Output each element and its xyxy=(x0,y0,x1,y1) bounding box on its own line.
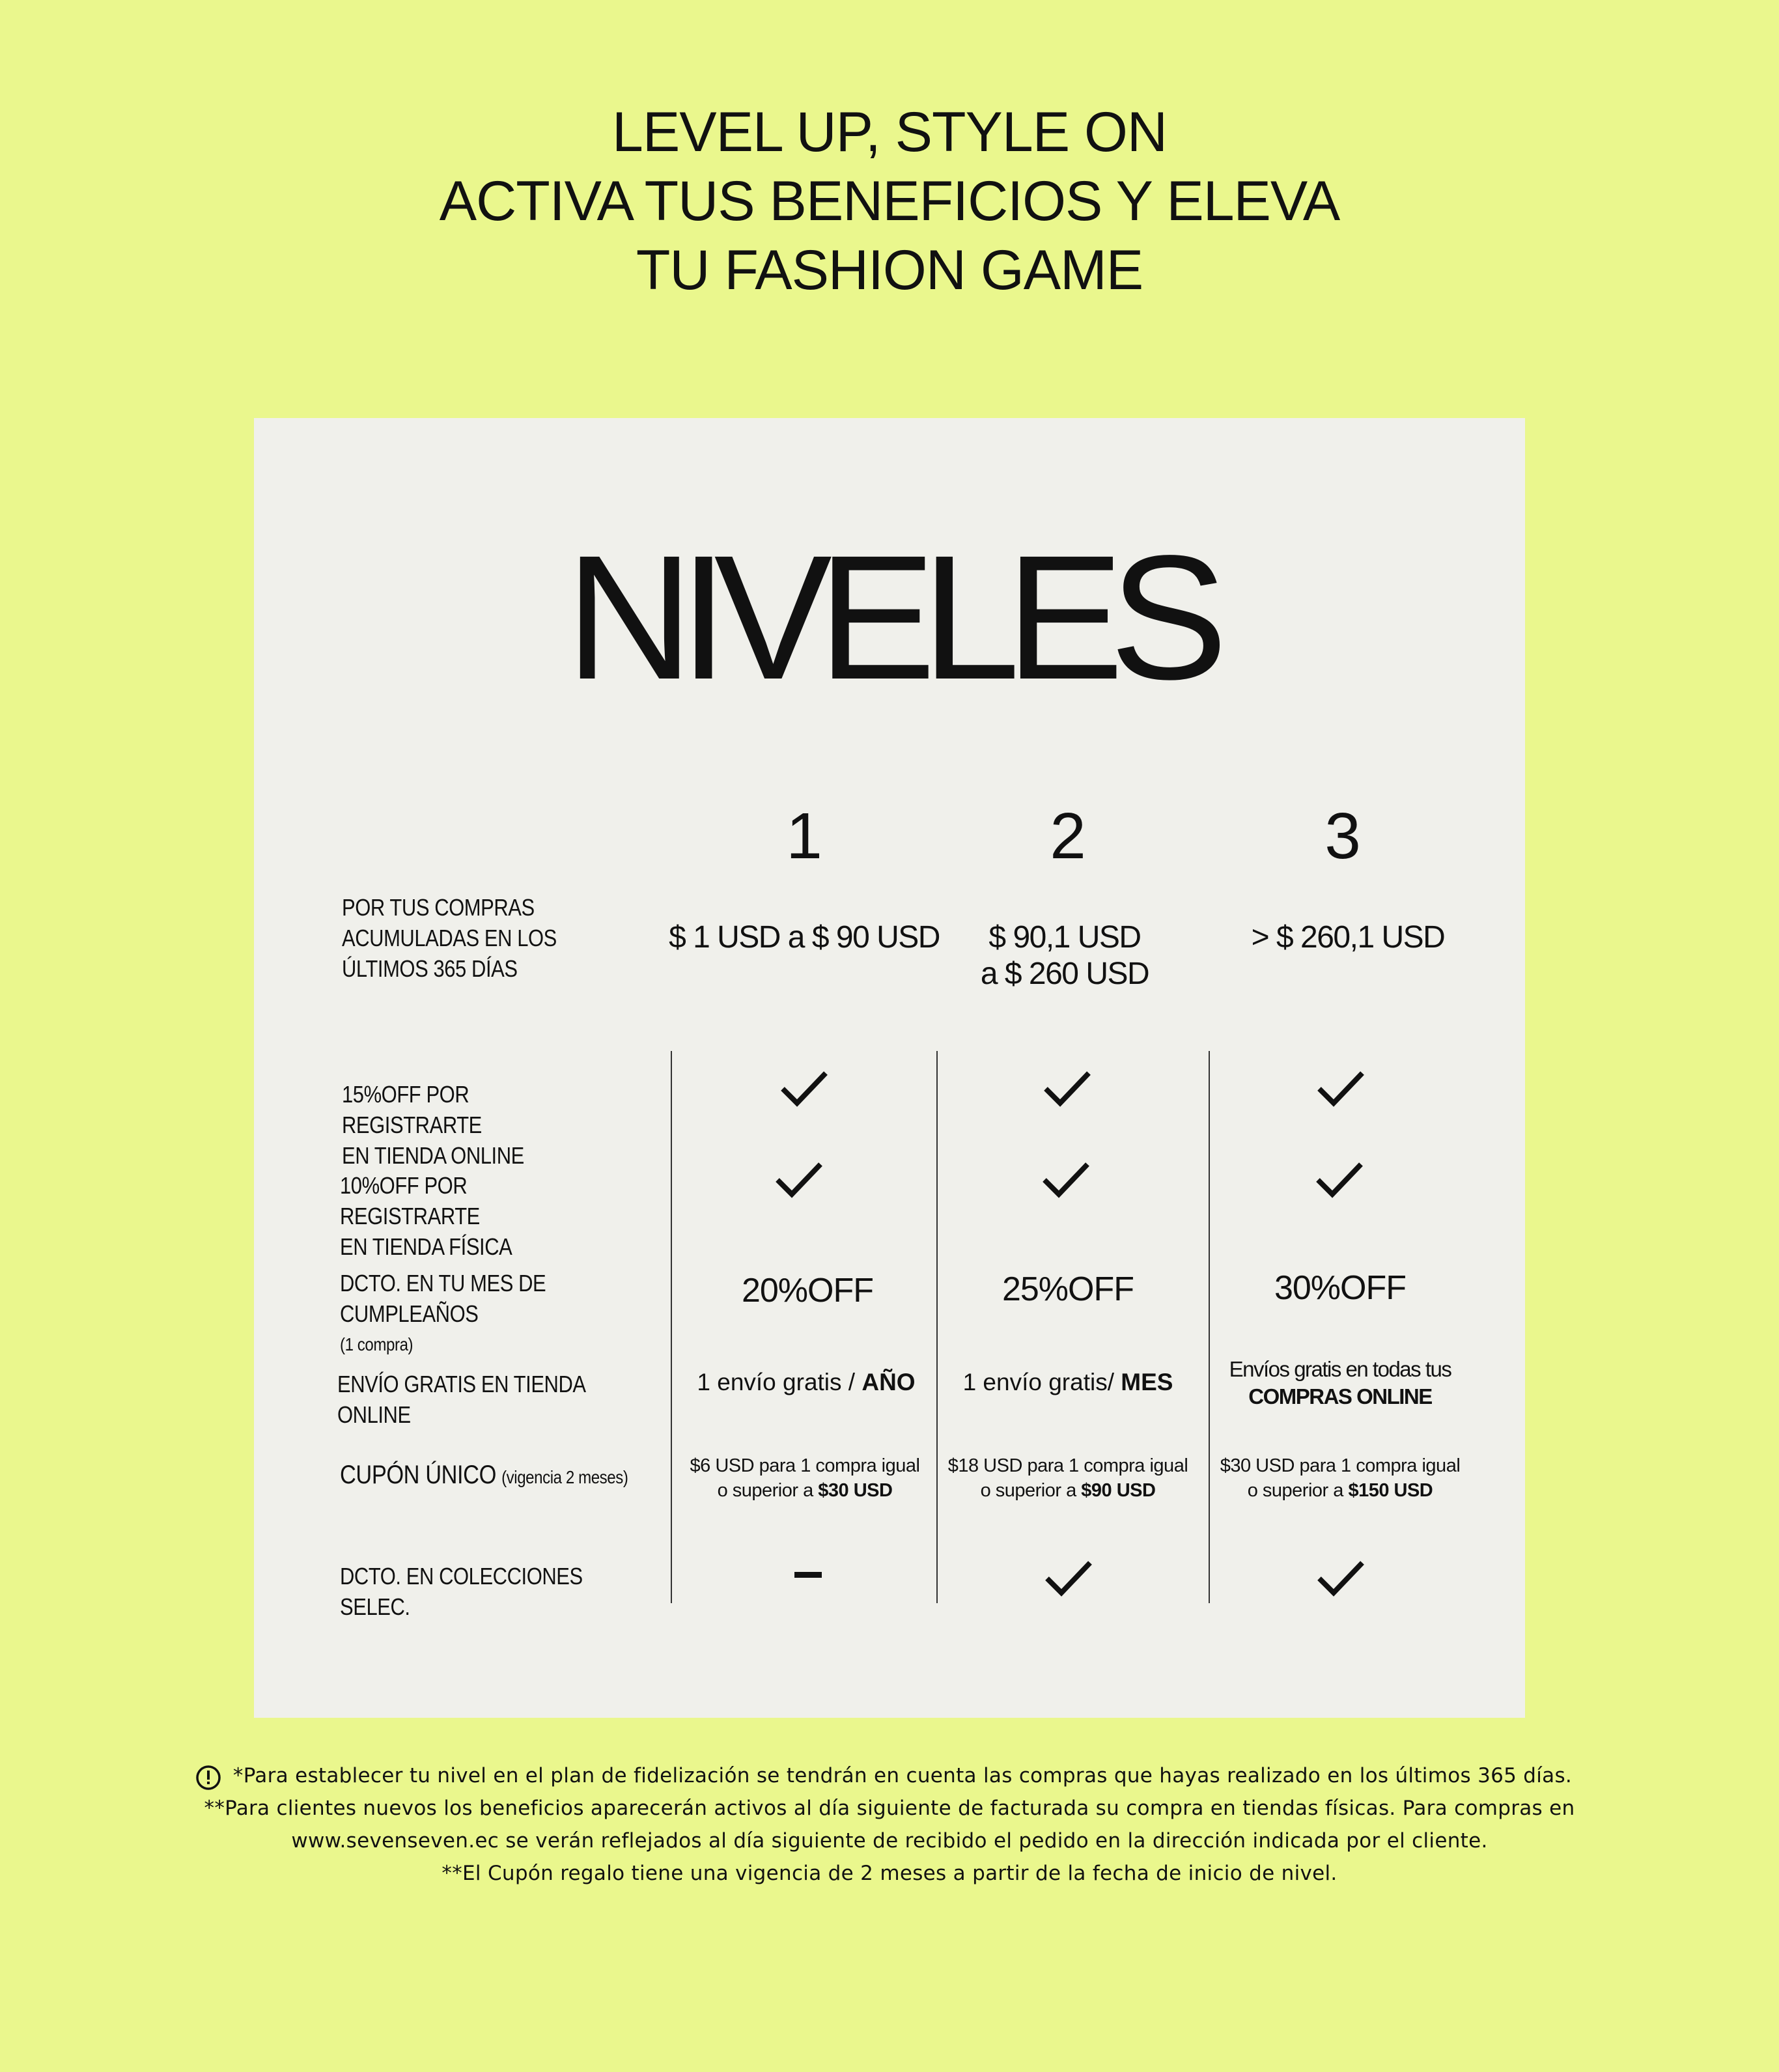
shipping-label: ENVÍO GRATIS EN TIENDA ONLINE xyxy=(337,1371,585,1428)
headline xyxy=(0,98,1779,305)
level-3-coupon-line-2: o superior a xyxy=(1247,1480,1349,1501)
store-registration-label xyxy=(340,1170,609,1262)
purchases-label xyxy=(342,892,588,984)
levels-card xyxy=(254,418,1525,1718)
online-registration-label-line-1: 15%OFF POR REGISTRARTE xyxy=(342,1081,482,1138)
level-3-number: 3 xyxy=(1324,800,1361,873)
not-included-dash-icon xyxy=(794,1572,822,1578)
birthday-sublabel: (1 compra) xyxy=(340,1334,413,1354)
column-divider-3 xyxy=(1209,1051,1210,1603)
coupon-label xyxy=(340,1460,676,1492)
purchases-label-line-2: ACUMULADAS EN LOS xyxy=(342,925,557,951)
check-icon xyxy=(780,1069,828,1107)
check-icon xyxy=(1042,1160,1090,1198)
level-2-shipping xyxy=(931,1369,1205,1396)
check-icon xyxy=(1317,1559,1365,1597)
level-3-shipping xyxy=(1203,1356,1477,1410)
level-2-purchases xyxy=(925,919,1205,992)
level-3-shipping-line-1: Envíos gratis en todas tus xyxy=(1229,1357,1451,1381)
birthday-label-text: DCTO. EN TU MES DE CUMPLEAÑOS xyxy=(340,1270,546,1327)
level-1-purchases: $ 1 USD a $ 90 USD xyxy=(669,920,940,955)
store-registration-label-line-1: 10%OFF POR REGISTRARTE xyxy=(340,1172,480,1229)
level-1-coupon-line-2: o superior a xyxy=(717,1480,819,1501)
purchases-label-line-3: ÚLTIMOS 365 DÍAS xyxy=(342,955,518,982)
level-2-coupon xyxy=(931,1453,1205,1503)
level-3-birthday-discount: 30%OFF xyxy=(1274,1269,1407,1307)
purchases-label-line-1: POR TUS COMPRAS xyxy=(342,894,535,921)
level-3-coupon xyxy=(1203,1453,1477,1503)
column-divider-1 xyxy=(671,1051,672,1603)
level-2-coupon-line-1: $18 USD para 1 compra igual xyxy=(947,1455,1188,1476)
level-1-coupon-line-1: $6 USD para 1 compra igual xyxy=(690,1455,920,1476)
card-title: NIVELES xyxy=(565,518,1214,716)
check-icon xyxy=(1044,1559,1093,1597)
level-3-purchases: > $ 260,1 USD xyxy=(1251,920,1445,955)
footnotes xyxy=(0,1759,1779,1890)
check-icon xyxy=(775,1160,823,1198)
footnote-line-2: **Para clientes nuevos los beneficios aparecerán activos al día siguiente de facturada su compra en tiendas físicas. Para compras en xyxy=(204,1797,1575,1820)
level-3-coupon-line-1: $30 USD para 1 compra igual xyxy=(1220,1455,1461,1476)
check-icon xyxy=(1315,1160,1364,1198)
level-1-birthday-discount: 20%OFF xyxy=(741,1272,874,1309)
level-1-coupon xyxy=(668,1453,942,1503)
headline-line-1: LEVEL UP, STYLE ON xyxy=(612,101,1167,163)
level-1-coupon-amount: $30 USD xyxy=(818,1480,893,1501)
level-2-number: 2 xyxy=(1050,800,1086,873)
level-2-shipping-text: 1 envío gratis/ xyxy=(962,1369,1121,1395)
check-icon xyxy=(1043,1069,1091,1107)
level-2-coupon-line-2: o superior a xyxy=(980,1480,1082,1501)
column-divider-2 xyxy=(936,1051,938,1603)
footnote-line-4: **El Cupón regalo tiene una vigencia de 2 meses a partir de la fecha de inicio de nivel. xyxy=(441,1862,1338,1885)
level-3-shipping-line-2: COMPRAS ONLINE xyxy=(1248,1384,1432,1408)
footnote-line-3: www.sevenseven.ec se verán reflejados al día siguiente de recibido el pedido en la dirección indicada por el cliente. xyxy=(291,1829,1488,1853)
level-2-shipping-period: MES xyxy=(1121,1369,1173,1395)
level-1-shipping-text: 1 envío gratis / xyxy=(697,1369,862,1395)
online-registration-label xyxy=(342,1079,611,1171)
footnote-line-1: *Para establecer tu nivel en el plan de fidelización se tendrán en cuenta las compras que hayas realizado en los últimos 365 días. xyxy=(232,1764,1573,1787)
level-2-purchases-line-1: $ 90,1 USD xyxy=(988,920,1141,955)
level-1-number: 1 xyxy=(786,800,822,873)
level-2-birthday-discount: 25%OFF xyxy=(1002,1270,1134,1308)
check-icon xyxy=(1317,1069,1365,1107)
coupon-label-validity: (vigencia 2 meses) xyxy=(501,1467,628,1487)
online-registration-label-line-2: EN TIENDA ONLINE xyxy=(342,1142,524,1169)
coupon-label-text: CUPÓN ÚNICO xyxy=(340,1461,496,1489)
collections-label: DCTO. EN COLECCIONES SELEC. xyxy=(340,1563,583,1620)
level-2-coupon-amount: $90 USD xyxy=(1081,1480,1156,1501)
headline-line-3: TU FASHION GAME xyxy=(636,239,1143,301)
level-1-shipping-period: AÑO xyxy=(861,1369,916,1395)
store-registration-label-line-2: EN TIENDA FÍSICA xyxy=(340,1233,512,1260)
level-1-shipping xyxy=(669,1369,943,1396)
level-2-purchases-line-2: a $ 260 USD xyxy=(980,957,1149,991)
level-3-coupon-amount: $150 USD xyxy=(1348,1480,1433,1501)
headline-line-2: ACTIVA TUS BENEFICIOS Y ELEVA xyxy=(439,170,1340,232)
birthday-label xyxy=(340,1268,654,1360)
